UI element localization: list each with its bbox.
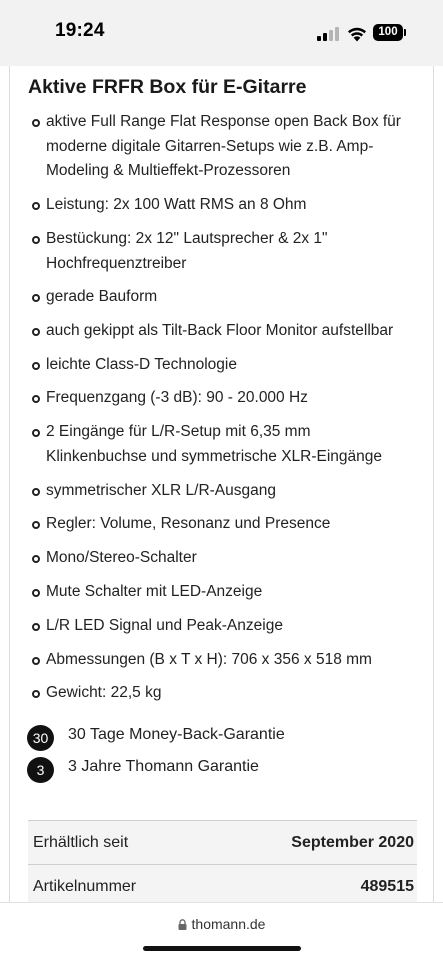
- bullet-icon: [32, 521, 40, 529]
- list-item: [32, 614, 432, 639]
- guarantee-badge: 3: [27, 757, 54, 783]
- feature-text: gerade Bauform: [46, 288, 158, 305]
- bullet-icon: [32, 395, 40, 403]
- list-item: [32, 285, 432, 310]
- status-time: 19:24: [55, 20, 105, 41]
- home-indicator[interactable]: [143, 946, 301, 951]
- bullet-icon: [32, 429, 40, 437]
- bullet-icon: [32, 555, 40, 563]
- list-item: [32, 420, 432, 469]
- bullet-icon: [32, 623, 40, 631]
- page-title: Aktive FRFR Box für E-Gitarre: [28, 76, 307, 98]
- bullet-icon: [32, 119, 40, 127]
- product-page: [9, 66, 434, 902]
- feature-text: Mono/Stereo-Schalter: [46, 549, 197, 566]
- status-bar: [0, 0, 443, 66]
- bullet-icon: [32, 236, 40, 244]
- list-item: [32, 580, 432, 605]
- guarantee-label: 30 Tage Money-Back-Garantie: [68, 726, 285, 743]
- feature-text: Leistung: 2x 100 Watt RMS an 8 Ohm: [46, 196, 307, 213]
- bullet-icon: [32, 362, 40, 370]
- feature-text: Mute Schalter mit LED-Anzeige: [46, 583, 263, 600]
- product-info-table: [28, 820, 417, 902]
- money-back-guarantee[interactable]: [27, 725, 407, 751]
- feature-text: aktive Full Range Flat Response open Back Box für moderne digitale Gitarren-Setups wie z.B. Amp- Modeling & Multieffekt-Prozessoren: [46, 113, 401, 179]
- signal-icon: [317, 27, 341, 41]
- feature-text: Abmessungen (B x T x H): 706 x 356 x 518 mm: [46, 651, 372, 668]
- list-item: [32, 512, 432, 537]
- feature-text: Regler: Volume, Resonanz und Presence: [46, 515, 331, 532]
- bullet-icon: [32, 690, 40, 698]
- feature-text: leichte Class-D Technologie: [46, 356, 237, 373]
- table-row: [28, 821, 417, 865]
- bullet-icon: [32, 328, 40, 336]
- table-row: [28, 865, 417, 903]
- list-item: [32, 546, 432, 571]
- feature-text: Bestückung: 2x 12" Lautsprecher & 2x 1" Hochfrequenztreiber: [46, 230, 328, 272]
- list-item: [32, 681, 432, 706]
- bullet-icon: [32, 488, 40, 496]
- url-display[interactable]: [0, 916, 443, 932]
- bullet-icon: [32, 294, 40, 302]
- list-item: [32, 110, 432, 184]
- feature-text: Gewicht: 22,5 kg: [46, 684, 162, 701]
- feature-text: symmetrischer XLR L/R-Ausgang: [46, 482, 276, 499]
- info-value: September 2020: [291, 833, 414, 851]
- guarantee-label: 3 Jahre Thomann Garantie: [68, 758, 259, 775]
- list-item: [32, 648, 432, 673]
- feature-text: Frequenzgang (-3 dB): 90 - 20.000 Hz: [46, 389, 308, 406]
- info-key: Artikelnummer: [33, 877, 137, 895]
- info-value: 489515: [360, 877, 414, 895]
- thomann-guarantee[interactable]: [27, 757, 407, 783]
- list-item: [32, 479, 432, 504]
- list-item: [32, 227, 432, 276]
- list-item: [32, 193, 432, 218]
- list-item: [32, 386, 432, 411]
- list-item: [32, 319, 432, 344]
- address-bar[interactable]: [0, 902, 443, 960]
- guarantee-badge: 30: [27, 725, 54, 751]
- feature-text: L/R LED Signal und Peak-Anzeige: [46, 617, 283, 634]
- url-text: thomann.de: [191, 916, 266, 932]
- bullet-icon: [32, 589, 40, 597]
- feature-text: 2 Eingänge für L/R-Setup mit 6,35 mm Klinkenbuchse und symmetrische XLR-Eingänge: [46, 423, 383, 465]
- bullet-icon: [32, 202, 40, 210]
- feature-text: auch gekippt als Tilt-Back Floor Monitor aufstellbar: [46, 322, 394, 339]
- wifi-icon: [346, 24, 368, 42]
- battery-level: 100: [373, 24, 403, 41]
- lock-icon: [178, 919, 187, 930]
- bullet-icon: [32, 657, 40, 665]
- info-key: Erhältlich seit: [33, 833, 129, 851]
- list-item: [32, 353, 432, 378]
- battery-icon: [373, 24, 406, 41]
